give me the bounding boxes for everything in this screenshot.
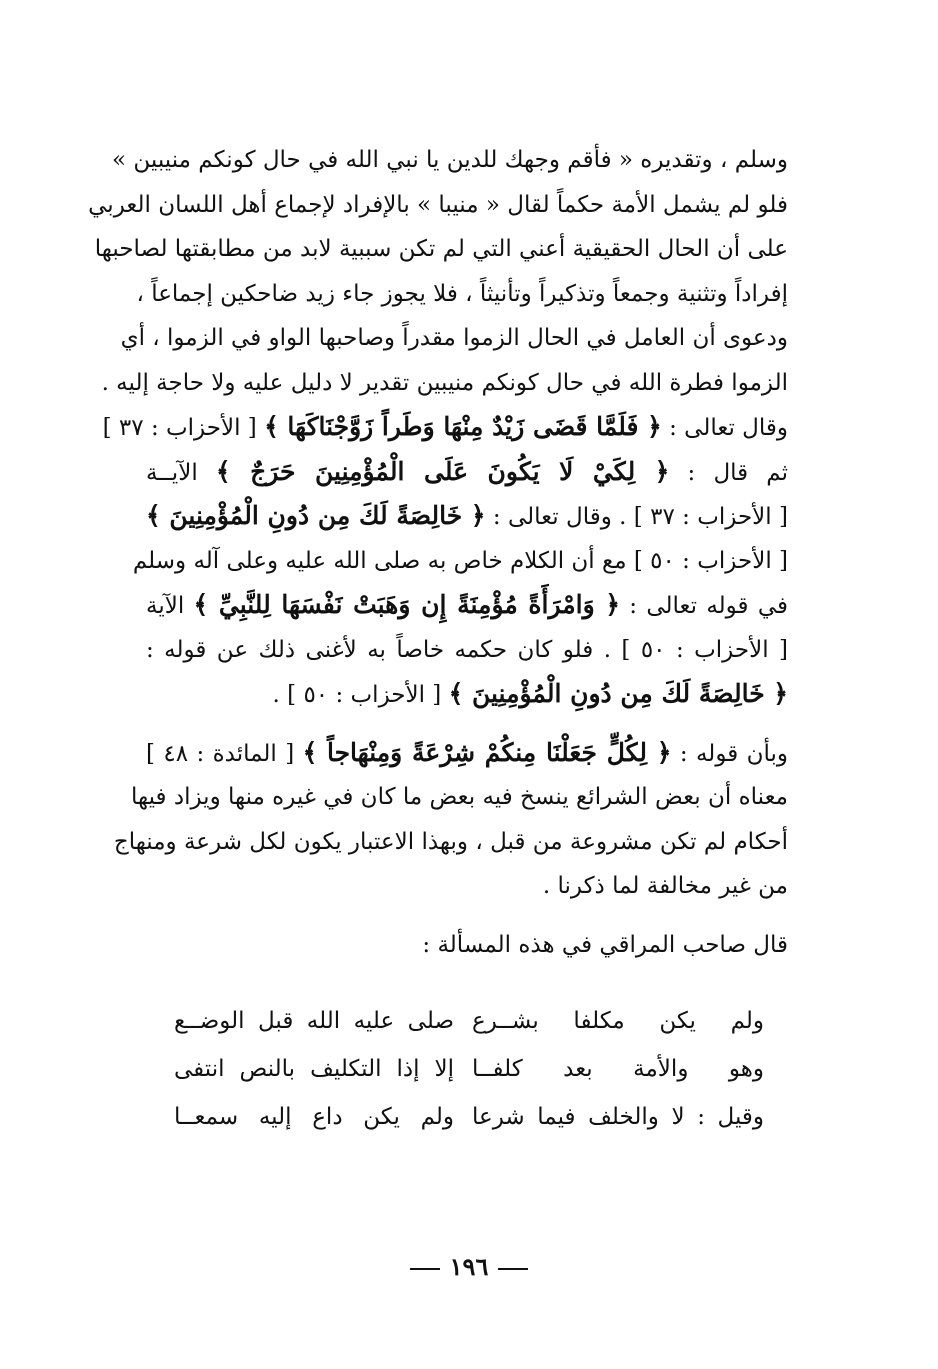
page-body (88, 138, 789, 1141)
text-segment: معناه أن بعض الشرائع ينسخ فيه بعض ما كان في غيره منها ويزاد فيها (131, 784, 788, 810)
text-segment: [ الأحزاب : ٣٧ ] . وقال تعالى : (485, 504, 788, 530)
text-line (146, 494, 788, 539)
text-line (112, 138, 788, 183)
text-segment: ثم قال : (669, 459, 789, 486)
text-segment: [ المائدة : ٤٨ ] (146, 740, 303, 767)
text-line (146, 731, 788, 776)
quran-quote: ﴿ وَامْرَأَةً مُؤْمِنَةً إِن وَهَبَتْ نَفْسَهَا لِلنَّبِيِّ ﴾ (193, 590, 621, 619)
text-segment: فلو لم يشمل الأمة حكماً لقال « منيبا » بالإفراد لإجماع أهل اللسان العربي (88, 191, 788, 218)
quran-quote: ﴿ لِكُلٍّ جَعَلْنَا مِنكُمْ شِرْعَةً وَمِنْهَاجاً ﴾ (302, 737, 672, 767)
verse-second-hemistich: صلى عليه الله قبل الوضــع (174, 1008, 454, 1034)
text-line (146, 583, 788, 628)
verse-first-hemistich: ولم يكن مكلفا بشــرع (472, 1008, 764, 1034)
text-segment: [ الأحزاب : ٥٠ ] . (272, 682, 449, 708)
text-line (146, 864, 788, 909)
text-segment: وقال تعالى : (661, 415, 788, 441)
page-number-dash-right (498, 1268, 528, 1270)
text-line (120, 316, 788, 361)
text-segment: من غير مخالفة لما ذكرنا . (542, 873, 788, 899)
quran-quote: ﴿ خَالِصَةً لَكَ مِن دُونِ الْمُؤْمِنِينَ ﴾ (146, 501, 486, 530)
text-segment: ودعوى أن العامل في الحال الزموا مقدراً وصاحبها الواو في الزموا ، أي (120, 325, 788, 351)
page-number (0, 1252, 938, 1281)
text-segment: الآية (146, 593, 194, 619)
verse-first-hemistich: وهو والأمة بعد كلفــا (472, 1056, 764, 1082)
text-segment: [ الأحزاب : ٣٧ ] (102, 415, 265, 441)
poem-block (146, 997, 788, 1141)
text-segment: [ الأحزاب : ٥٠ ] مع أن الكلام خاص به صلى الله عليه وعلى آله وسلم (132, 547, 788, 574)
text-line (88, 183, 788, 228)
text-line (94, 227, 788, 272)
poem-verse (146, 997, 788, 1045)
text-line (146, 450, 788, 495)
verse-second-hemistich: ولم يكن داع إليه سمعــا (174, 1104, 454, 1130)
text-segment: إفراداً وتثنية وجمعاً وتذكيراً وتأنيثاً ، فلا يجوز جاء زيد ضاحكين إجماعاً ، (136, 280, 788, 307)
text-segment: قال صاحب المراقي في هذه المسألة : (422, 931, 788, 958)
text-segment: وبأن قوله : (671, 740, 788, 767)
quran-quote: ﴿ خَالِصَةً لَكَ مِن دُونِ الْمُؤْمِنِينَ ﴾ (448, 679, 788, 708)
poem-verse (146, 1093, 788, 1141)
quran-quote: ﴿ فَلَمَّا قَضَى زَيْدٌ مِنْهَا وَطَراً زَوَّجْنَاكَهَا ﴾ (264, 412, 662, 441)
text-segment: الزموا فطرة الله في حال كونكم منيبين تقدير لا دليل عليه ولا حاجة إليه . (101, 369, 788, 396)
text-line (113, 820, 788, 865)
text-line (132, 539, 788, 584)
text-line (101, 361, 788, 406)
text-segment: وسلم ، وتقديره « فأقم وجهك للدين يا نبي الله في حال كونكم منيبين » (112, 147, 788, 173)
quran-quote: ﴿ لِكَيْ لَا يَكُونَ عَلَى الْمُؤْمِنِينَ حَرَجٌ ﴾ (215, 456, 670, 486)
text-segment: أحكام لم تكن مشروعة من قبل ، وبهذا الاعتبار يكون لكل شرعة ومنهاج (113, 828, 788, 855)
text-line (136, 272, 788, 317)
text-line (146, 672, 788, 717)
poem-verse (146, 1045, 788, 1093)
text-segment: [ الأحزاب : ٥٠ ] . فلو كان حكمه خاصاً به لأغنى ذلك عن قوله : (146, 636, 788, 663)
text-segment: على أن الحال الحقيقية أعني التي لم تكن سببية لابد من مطابقتها لصاحبها (94, 236, 788, 262)
page-number-text: ١٩٦ (449, 1252, 489, 1281)
text-segment: في قوله تعالى : (620, 593, 788, 619)
verse-second-hemistich: إلا إذا التكليف بالنص انتفى (174, 1056, 454, 1082)
page-number-dash-left (410, 1268, 440, 1270)
text-line (102, 405, 788, 450)
text-segment: الآيــة (146, 459, 216, 486)
verse-first-hemistich: وقيل : لا والخلف فيما شرعا (472, 1104, 764, 1130)
text-line (146, 628, 788, 673)
text-line (146, 923, 788, 968)
text-line (131, 775, 788, 820)
